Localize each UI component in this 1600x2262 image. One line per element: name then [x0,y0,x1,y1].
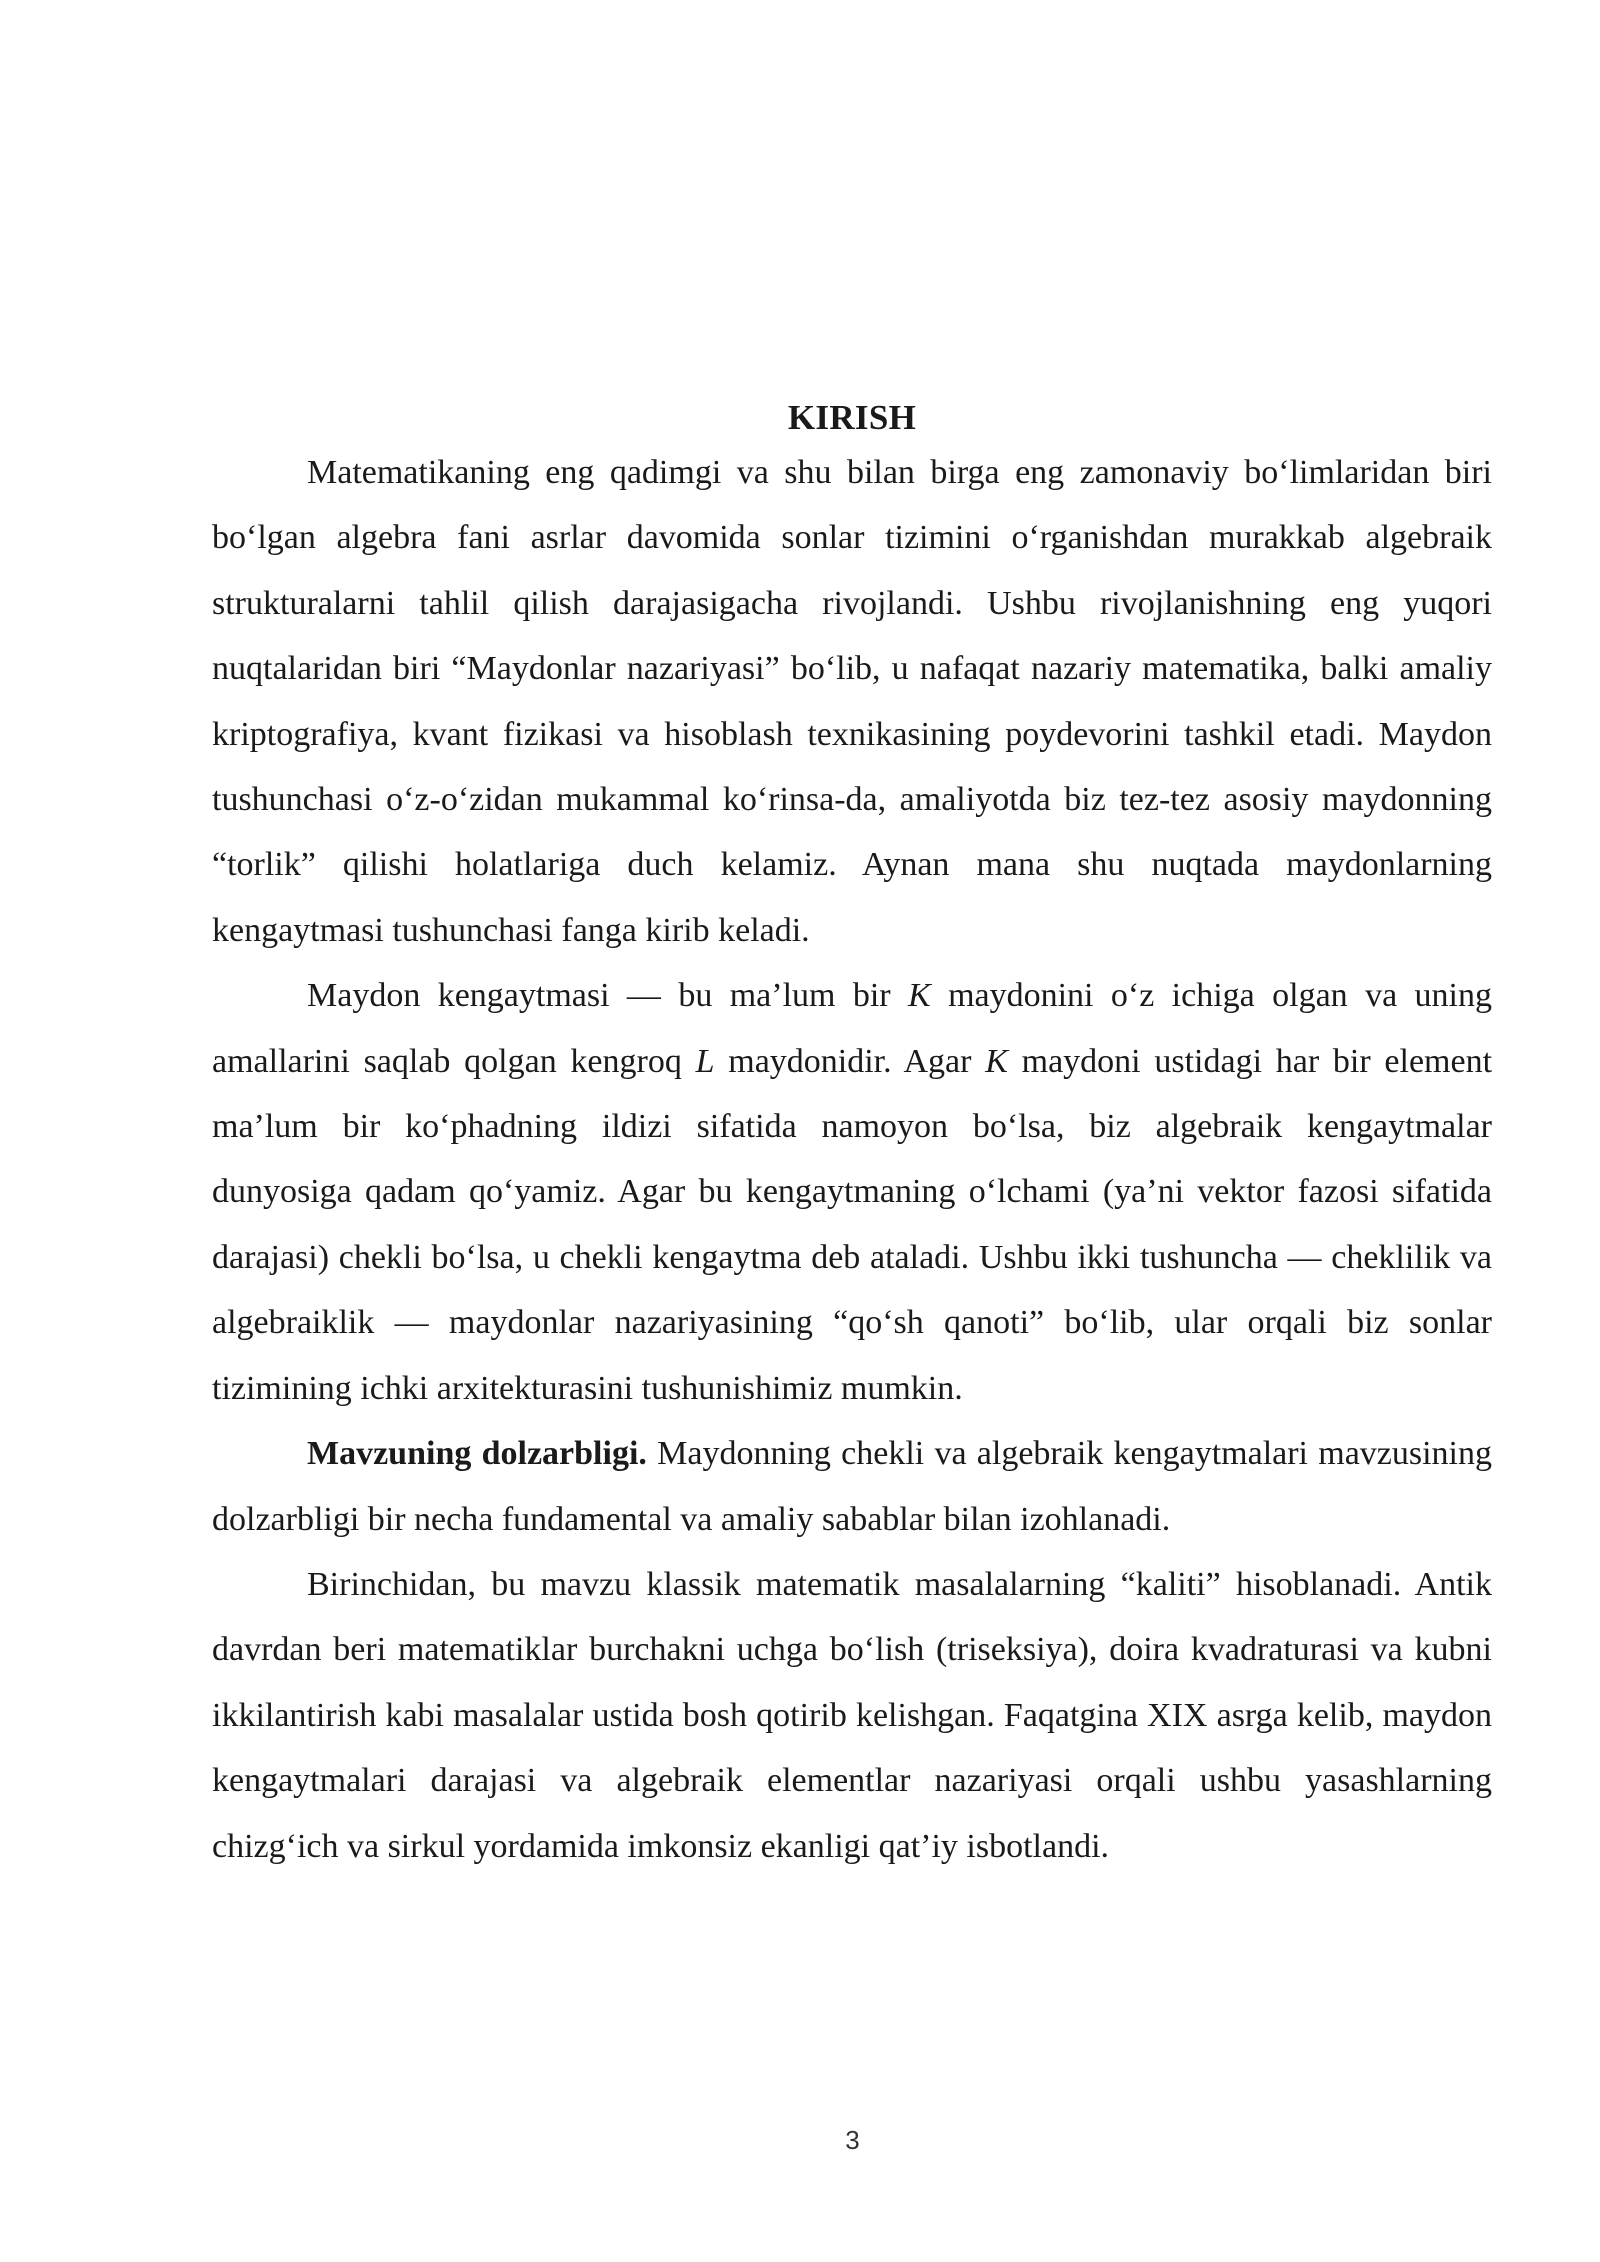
paragraph-text-part: Maydon kengaytmasi — bu ma’lum bir [307,977,908,1015]
paragraph-intro: Matematikaning eng qadimgi va shu bilan birga eng zamonaviy bo‘limlaridan biri bo‘lgan algebra fani asrlar davomida sonlar tizimini o‘rganishdan murakkab algebraik strukturalarni tahlil qilish darajasigacha rivojlandi. Ushbu rivojlanishning eng yuqori nuqtalaridan biri “Maydonlar nazariyasi” bo‘lib, u nafaqat nazariy matematika, balki amaliy kriptografiya, kvant fizikasi va hisoblash texnikasining poydevorini tashkil etadi. Maydon tushunchasi o‘z-o‘zidan mukammal ko‘rinsa-da, amaliyotda biz tez-tez asosiy maydonning “torlik” qilishi holatlariga duch kelamiz. Aynan mana shu nuqtada maydonlarning kengaytmasi tushunchasi fanga kirib keladi. [212,454,1492,949]
paragraph-text-part: Maydonning chekli va algebraik kengaytmalari mavzusining dolzarbligi bir necha fundamental va amaliy sabablar bilan izohlanadi. [212,1435,1492,1538]
document-page [212,395,1492,1879]
field-symbol-k: K [908,977,931,1015]
paragraph-firstly: Birinchidan, bu mavzu klassik matematik masalalarning “kaliti” hisoblanadi. Antik davrdan beri matematiklar burchakni uchga bo‘lish (triseksiya), doira kvadraturasi va kubni ikkilantirish kabi masalalar ustida bosh qotirib kelishgan. Faqatgina XIX asrga kelib, maydon kengaytmalari darajasi va algebraik elementlar nazariyasi orqali ushbu yasashlarning chizg‘ich va sirkul yordamida imkonsiz ekanligi qat’iy isbotlandi. [212,1565,1492,1865]
field-symbol-k: K [985,1042,1008,1080]
paragraph-text-part: maydoni ustidagi har bir element ma’lum bir ko‘phadning ildizi sifatida namoyon bo‘lsa, biz algebraik kengaytmalar dunyosiga qadam qo‘yamiz. Agar bu kengaytmaning o‘lchami (ya’ni vektor fazosi sifatida darajasi) chekli bo‘lsa, u chekli kengaytma deb ataladi. Ushbu ikki tushuncha — cheklilik va algebraiklik — maydonlar nazariyasining “qo‘sh qanoti” bo‘lib, ular orqali biz sonlar tizimining ichki arxitekturasini tushunishimiz mumkin. [212,1042,1493,1407]
paragraph-extension-definition [212,963,1492,1421]
paragraph-text-part: maydonini o‘z ichiga olgan va uning amallarini saqlab qolgan kengroq [212,977,1492,1080]
section-heading: KIRISH [787,398,917,437]
relevance-heading: Mavzuning dolzarbligi. [307,1435,647,1473]
paragraph-text-part: maydonidir. Agar [714,1042,986,1080]
page-number: 3 [845,2125,860,2155]
paragraph-relevance [212,1421,1492,1552]
field-symbol-l: L [695,1042,715,1080]
